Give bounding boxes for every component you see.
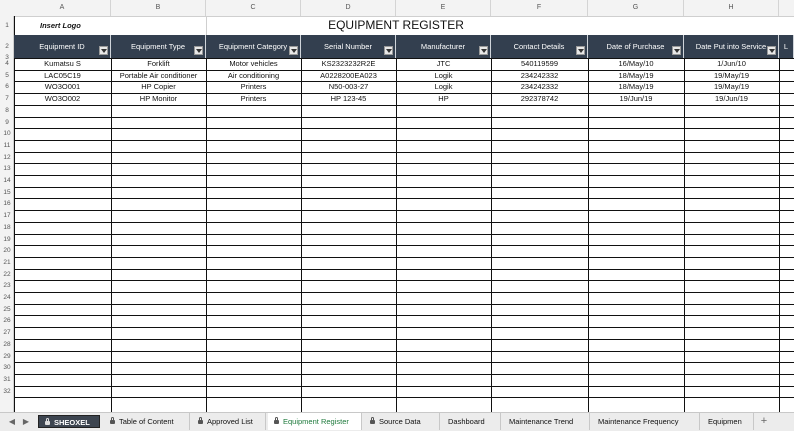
grid-line xyxy=(779,269,794,270)
grid-line xyxy=(779,292,794,293)
row-number[interactable]: 20 xyxy=(3,247,11,255)
sheet-tab[interactable] xyxy=(592,413,700,430)
table-header-label: Date of Purchase xyxy=(606,42,665,51)
row-number[interactable]: 26 xyxy=(3,317,11,325)
grid-line xyxy=(779,280,794,281)
grid-line xyxy=(779,397,794,398)
filter-dropdown-icon[interactable] xyxy=(99,46,108,55)
table-header-cell[interactable] xyxy=(491,35,588,58)
row-number[interactable]: 13 xyxy=(3,165,11,173)
row-number[interactable]: 31 xyxy=(3,375,11,383)
column-header[interactable]: E xyxy=(396,0,491,16)
table-header-label: Manufacturer xyxy=(420,42,466,51)
grid-line xyxy=(779,327,794,328)
row-number[interactable]: 16 xyxy=(3,200,11,208)
row-number[interactable]: 25 xyxy=(3,305,11,313)
column-header[interactable]: B xyxy=(111,0,206,16)
grid-line xyxy=(14,292,779,293)
table-cell[interactable]: HP Copier xyxy=(141,82,176,92)
table-cell[interactable]: HP Monitor xyxy=(139,94,178,104)
grid-line xyxy=(14,280,779,281)
table-header-label: Equipment ID xyxy=(39,42,85,51)
grid-line xyxy=(779,152,794,153)
table-cell[interactable]: Logik xyxy=(434,82,453,92)
row-number[interactable]: 27 xyxy=(3,329,11,337)
table-header-label: Date Put into Service xyxy=(695,42,767,51)
table-cell[interactable]: Forklift xyxy=(147,59,170,68)
grid-line xyxy=(779,351,794,352)
table-cell[interactable]: Kumatsu S xyxy=(44,59,81,68)
row-number[interactable]: 4 xyxy=(5,60,9,67)
grid-line xyxy=(779,362,794,363)
row-number[interactable]: 17 xyxy=(3,212,11,220)
sheet-tab[interactable] xyxy=(104,413,190,430)
filter-dropdown-icon[interactable] xyxy=(767,46,776,55)
sheet-tab-label: Approved List xyxy=(207,417,253,426)
lock-icon xyxy=(274,420,279,424)
table-cell[interactable]: Motor vehicles xyxy=(229,59,278,68)
row-header-bar[interactable]: 1 2 3 4 5 6 7 8 9 10 11 12 13 14 15 16 17 18 19 20 21 22 23 24 25 26 27 28 29 30 31 32 xyxy=(0,16,14,412)
row-number[interactable]: 8 xyxy=(5,106,9,114)
sheet-tab-label: Source Data xyxy=(379,417,421,426)
table-cell[interactable]: HP xyxy=(438,94,449,104)
table-cell[interactable]: 234242332 xyxy=(520,82,559,92)
table-cell[interactable]: WO3O001 xyxy=(44,82,81,92)
grid-line xyxy=(779,257,794,258)
table-cell[interactable]: 19/May/19 xyxy=(713,82,750,92)
lock-icon xyxy=(110,420,115,424)
grid-line xyxy=(14,315,779,316)
sheet-tab-label: Maintenance Trend xyxy=(509,417,574,426)
grid-line xyxy=(779,304,794,305)
column-header[interactable]: A xyxy=(14,0,111,16)
row-number[interactable]: 29 xyxy=(3,352,11,360)
table-header-cell[interactable] xyxy=(111,35,206,58)
table-cell[interactable]: 18/May/19 xyxy=(618,82,654,92)
grid-line xyxy=(14,304,779,305)
grid-line xyxy=(14,163,779,164)
table-cell[interactable]: 18/May/19 xyxy=(618,70,654,80)
row-number[interactable]: 5 xyxy=(5,71,9,79)
table-cell[interactable]: Portable Air conditioner xyxy=(119,70,198,80)
table-header-cell[interactable] xyxy=(14,35,111,58)
sheet-tab[interactable] xyxy=(364,413,440,430)
grid-line xyxy=(14,152,779,153)
grid-line xyxy=(14,128,779,129)
grid-line xyxy=(14,269,779,270)
grid-line xyxy=(14,198,779,199)
sheet-tab-bar xyxy=(0,412,794,431)
filter-dropdown-icon[interactable] xyxy=(576,46,585,55)
grid-line xyxy=(14,327,779,328)
row-number[interactable]: 24 xyxy=(3,294,11,301)
column-header[interactable]: F xyxy=(491,0,588,16)
grid-line xyxy=(779,245,794,246)
sheet-tab-label: Maintenance Frequency xyxy=(598,417,679,426)
table-cell[interactable]: Logik xyxy=(434,70,453,80)
grid-line xyxy=(779,210,794,211)
grid-line xyxy=(779,374,794,375)
lock-icon xyxy=(198,420,203,424)
grid-line xyxy=(14,222,779,223)
table-cell[interactable]: Printers xyxy=(240,94,267,104)
filter-dropdown-icon[interactable] xyxy=(384,46,393,55)
grid-line xyxy=(14,257,779,258)
add-sheet-button[interactable]: + xyxy=(760,415,768,427)
table-cell[interactable]: 540119599 xyxy=(521,59,558,68)
grid-line xyxy=(779,105,794,106)
row-number[interactable]: 18 xyxy=(3,223,11,231)
sheet-tab[interactable] xyxy=(442,413,501,430)
grid-line xyxy=(779,70,794,71)
grid-line xyxy=(779,222,794,223)
table-cell[interactable]: N50-003-27 xyxy=(328,82,369,92)
grid-line xyxy=(779,93,794,94)
grid-line xyxy=(14,175,779,176)
lock-icon xyxy=(45,421,50,425)
table-cell[interactable]: A0228200EA023 xyxy=(320,70,377,80)
table-cell[interactable]: Printers xyxy=(240,82,267,92)
grid-line xyxy=(779,81,794,82)
grid-line xyxy=(14,140,779,141)
grid-line xyxy=(779,315,794,316)
grid-line xyxy=(14,187,779,188)
filter-dropdown-icon[interactable] xyxy=(479,46,488,55)
table-header-cell[interactable] xyxy=(396,35,491,58)
sheet-tab-label: Equipmen xyxy=(708,417,742,426)
sheet-tab-label: Table of Content xyxy=(119,417,174,426)
sheet-tab-label: Dashboard xyxy=(448,417,485,426)
previous-sheet-icon[interactable]: ◀ xyxy=(8,417,16,426)
row-number[interactable]: 19 xyxy=(3,235,11,243)
row-number[interactable]: 1 xyxy=(5,22,9,29)
table-cell[interactable]: 234242332 xyxy=(520,70,559,80)
filter-dropdown-icon[interactable] xyxy=(289,46,298,55)
table-cell[interactable]: 292378742 xyxy=(520,94,559,104)
grid-line xyxy=(14,386,779,387)
grid-line xyxy=(14,105,779,106)
table-header-label: Contact Details xyxy=(513,42,565,51)
grid-line xyxy=(14,351,779,352)
grid-line xyxy=(779,58,794,59)
table-cell[interactable]: 19/May/19 xyxy=(713,70,750,80)
column-header-bar[interactable] xyxy=(0,0,794,17)
row-number[interactable]: 10 xyxy=(3,130,11,138)
filter-dropdown-icon[interactable] xyxy=(672,46,681,55)
grid-line xyxy=(779,234,794,235)
row-number[interactable]: 9 xyxy=(5,118,9,126)
grid-line xyxy=(779,128,794,129)
grid-line xyxy=(779,163,794,164)
sheet-tab-label: Equipment Register xyxy=(283,417,349,426)
column-header[interactable]: G xyxy=(588,0,684,16)
row-number[interactable]: 11 xyxy=(3,141,11,149)
table-cell[interactable]: WO3O002 xyxy=(44,94,81,104)
table-header-label: Serial Number xyxy=(324,42,372,51)
row-number[interactable]: 28 xyxy=(3,340,11,348)
table-cell[interactable]: KS2323232R2E xyxy=(321,59,376,68)
grid-line xyxy=(14,374,779,375)
grid-line xyxy=(779,198,794,199)
row-number[interactable]: 6 xyxy=(5,83,9,91)
column-header[interactable]: D xyxy=(301,0,396,16)
row-number[interactable]: 21 xyxy=(3,258,11,266)
table-cell[interactable]: 16/May/10 xyxy=(618,59,654,68)
grid-line xyxy=(14,117,779,118)
table-cell[interactable]: 19/Jun/19 xyxy=(619,94,653,104)
table-header-cell[interactable] xyxy=(301,35,396,58)
table-header-label: Equipment Category xyxy=(218,42,288,51)
grid-line xyxy=(14,397,779,398)
lock-icon xyxy=(370,420,375,424)
grid-line xyxy=(779,175,794,176)
grid-line xyxy=(779,117,794,118)
grid-line xyxy=(779,35,780,412)
row-number[interactable]: 2 xyxy=(5,43,9,50)
table-header-label: L xyxy=(783,42,789,51)
sheet-tab-label: SHEOXEL xyxy=(54,418,90,427)
grid-line xyxy=(14,234,779,235)
table-cell[interactable]: LAC05C19 xyxy=(44,70,81,80)
sheet-tab[interactable] xyxy=(268,413,362,430)
row-number[interactable]: 14 xyxy=(3,177,11,184)
row-number[interactable]: 22 xyxy=(3,270,11,278)
table-cell[interactable]: HP 123-45 xyxy=(330,94,367,104)
table-cell[interactable]: Air conditioning xyxy=(227,70,280,80)
table-header-cell[interactable] xyxy=(779,35,794,58)
table-cell[interactable]: 1/Jun/10 xyxy=(717,59,746,68)
table-header-cell[interactable] xyxy=(588,35,684,58)
table-cell[interactable]: JTC xyxy=(436,59,451,68)
sheet-tab[interactable] xyxy=(702,413,754,430)
table-cell[interactable]: 19/Jun/19 xyxy=(715,94,748,104)
filter-dropdown-icon[interactable] xyxy=(194,46,203,55)
table-header-cell[interactable] xyxy=(684,35,779,58)
grid-line xyxy=(779,386,794,387)
grid-line xyxy=(779,187,794,188)
row-number[interactable]: 30 xyxy=(3,364,11,372)
column-header[interactable]: C xyxy=(206,0,301,16)
row-number[interactable]: 12 xyxy=(3,153,11,161)
grid-line xyxy=(14,245,779,246)
table-header-label: Equipment Type xyxy=(130,42,186,51)
row-number[interactable]: 23 xyxy=(3,282,11,290)
grid-line xyxy=(779,140,794,141)
grid-line xyxy=(14,362,779,363)
sheet-tab[interactable] xyxy=(503,413,590,430)
column-header[interactable]: H xyxy=(684,0,779,16)
insert-logo-placeholder: Insert Logo xyxy=(40,21,81,30)
page-title: EQUIPMENT REGISTER xyxy=(328,18,464,32)
grid-line xyxy=(779,339,794,340)
row-number[interactable]: 7 xyxy=(5,95,9,103)
grid-line xyxy=(14,210,779,211)
table-header-cell[interactable] xyxy=(206,35,301,58)
sheet-tab[interactable] xyxy=(38,415,100,428)
grid-line xyxy=(14,339,779,340)
next-sheet-icon[interactable]: ▶ xyxy=(22,417,30,426)
row-number[interactable]: 32 xyxy=(3,387,11,395)
sheet-tab[interactable] xyxy=(192,413,266,430)
row-number[interactable]: 15 xyxy=(3,188,11,196)
